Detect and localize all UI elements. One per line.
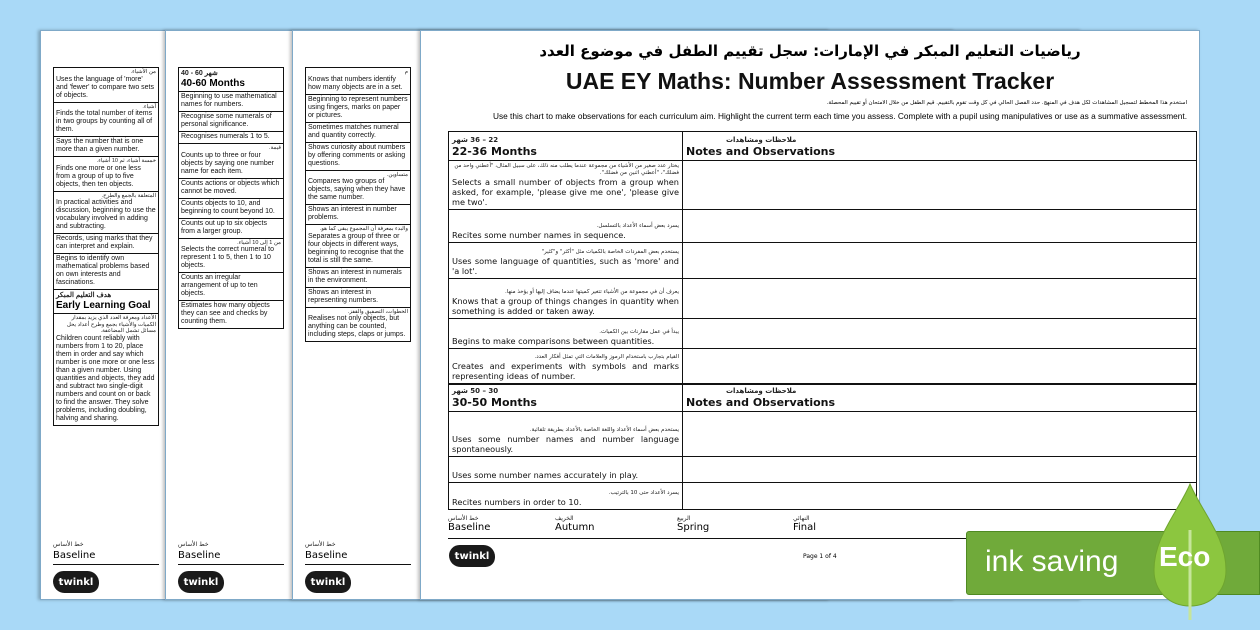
table-row [179, 273, 283, 301]
section-header [449, 384, 1196, 412]
curriculum-aim [449, 412, 683, 456]
aim-arabic: يستخدم بعض أسماء الأعداد واللغة الخاصة بالأعداد بطريقة تلقائية. [529, 427, 679, 433]
aim-text: In practical activities and discussion, beginning to use the vocabulary involved in adding and subtracting. [56, 199, 156, 230]
table-row [179, 301, 283, 328]
term-spring [677, 515, 709, 533]
baseline-arabic: خط الأساس [178, 541, 209, 548]
age-band-label: 40-60 Months [181, 78, 245, 89]
baseline-label: Baseline [53, 550, 96, 561]
aim-text: Realises not only objects, but anything can be counted, including steps, claps or jumps. [308, 315, 406, 338]
table-row [449, 161, 1196, 210]
table-row [306, 143, 410, 171]
term-label-ar: الربيع [677, 515, 691, 522]
baseline-footer [178, 531, 284, 565]
observation-cell[interactable] [683, 319, 1196, 348]
table-row [306, 171, 410, 206]
background-table [178, 67, 284, 329]
aim-arabic: من الأشياء. [130, 69, 156, 75]
age-band-arabic: 22 – 36 شهر [452, 136, 499, 144]
goal-arabic: هدف التعليم المبكر [56, 292, 112, 299]
twinkl-logo: twinkl [449, 545, 495, 567]
observation-cell[interactable] [683, 412, 1196, 456]
page-number: Page 1 of 4 [803, 553, 837, 560]
table-row [54, 68, 158, 103]
background-page-content [305, 67, 411, 593]
table-row [54, 192, 158, 235]
aim-text: Counts actions or objects which cannot be moved. [181, 179, 280, 195]
aim-text: Selects a small number of objects from a group when asked, for example, 'please give me one', 'please give me two'. [452, 177, 679, 207]
twinkl-logo: twinkl [305, 571, 351, 593]
aim-text: Shows an interest in representing numbers. [308, 288, 379, 304]
aim-text: Uses the language of 'more' and 'fewer' to compare two sets of objects. [56, 75, 154, 99]
aim-arabic: م [404, 69, 408, 75]
aim-text: Records, using marks that they can interpret and explain. [56, 235, 153, 250]
observation-cell[interactable] [683, 210, 1196, 242]
goal-text-row [54, 314, 158, 425]
term-label: Final [793, 522, 817, 533]
aim-arabic: القيام بتجارب باستخدام الرموز والعلامات التي تمثل أفكار العدد. [534, 354, 679, 360]
table-row [179, 239, 283, 274]
aim-text: Begins to identify own mathematical problems based on own interests and fascinations. [56, 255, 150, 286]
curriculum-aim [449, 483, 683, 509]
aim-text: Counts an irregular arrangement of up to ten objects. [181, 274, 258, 297]
table-row [306, 288, 410, 308]
observation-cell[interactable] [683, 457, 1196, 482]
aim-text: Estimates how many objects they can see and checks by counting them. [181, 302, 270, 325]
aim-text: Uses some number names and number language spontaneously. [452, 434, 679, 454]
aim-arabic: خمسة أشياء، ثم 10 أشياء. [96, 158, 156, 164]
table-row [449, 279, 1196, 319]
table-row [179, 112, 283, 132]
term-label: Autumn [555, 522, 595, 533]
observation-cell[interactable] [683, 279, 1196, 318]
section-header [449, 132, 1196, 161]
baseline-footer [305, 531, 411, 565]
table-row [449, 457, 1196, 483]
twinkl-logo: twinkl [178, 571, 224, 593]
aim-arabic: الخطوات، التصفيق والقفز. [347, 308, 408, 315]
instructions-arabic: استخدم هذا المخطط لتسجيل المشاهدات لكل هدف في المنهج. حدد الفصل الحالي في كل وقت تقوم بالتقييم. قيم الطفل من خلال الامتحان أو تقييم المحصلة. [826, 100, 1187, 106]
age-band-header [449, 132, 683, 160]
aim-text: Shows an interest in numerals in the environment. [308, 268, 402, 284]
table-row [179, 179, 283, 199]
curriculum-aim [449, 319, 683, 348]
table-row [179, 92, 283, 112]
aim-text: Uses some number names accurately in play. [452, 470, 639, 480]
observation-cell[interactable] [683, 483, 1196, 509]
spacer [305, 342, 411, 531]
background-table [305, 67, 411, 342]
curriculum-aim [449, 210, 683, 242]
notes-header-label: Notes and Observations [686, 145, 836, 158]
goal-text-arabic: الأعداد ومعرفة العدد الذي يزيد بمقدار الكميات والأشياء بجمع وطرح أعداد يحل مسائل تشمل المضاعفة. [66, 315, 156, 334]
term-label: Baseline [448, 522, 491, 533]
aim-text: Recognises numerals 1 to 5. [181, 133, 270, 140]
table-row [306, 123, 410, 143]
table-row [449, 319, 1196, 349]
aim-text: Compares two groups of objects, saying when they have the same number. [308, 178, 406, 201]
aim-arabic: المتعلقة بالجمع والطرح. [101, 192, 156, 199]
table-row [54, 157, 158, 192]
aim-text: Counts up to three or four objects by saying one number name for each item. [181, 151, 274, 175]
observation-cell[interactable] [683, 161, 1196, 209]
curriculum-aim [449, 161, 683, 209]
aim-text: Recites some number names in sequence. [452, 230, 626, 240]
table-row [306, 308, 410, 342]
assessment-table [448, 131, 1197, 510]
aim-text: Counts out up to six objects from a larger group. [181, 219, 267, 235]
aim-text: Creates and experiments with symbols and marks representing ideas of number. [452, 361, 679, 381]
table-row [306, 68, 410, 95]
aim-text: Selects the correct numeral to represent 1 to 5, then 1 to 10 objects. [181, 246, 274, 269]
aim-arabic: والبدء بمعرفة أن المجموع يبقى كما هو. [319, 226, 408, 232]
page-title: UAE EY Maths: Number Assessment Tracker [565, 68, 1055, 94]
eco-label: Eco [1159, 541, 1211, 572]
table-row [449, 483, 1196, 509]
table-row [449, 210, 1196, 243]
aim-text: Finds the total number of items in two groups by counting all of them. [56, 110, 153, 133]
term-label-ar: خط الأساس [448, 515, 479, 522]
goal-text: Children count reliably with numbers from 1 to 20, place them in order and say which number is one more or one less than a given number. Using quantities and objects, they add and subtract two single-digit numbers and count on or back to find the answer. They solve problems, including doubling, halving and sharing. [56, 334, 155, 422]
notes-header [683, 132, 1196, 160]
table-row [449, 243, 1196, 279]
background-page-content [178, 67, 284, 593]
aim-arabic: أشياء. [142, 103, 156, 110]
aim-arabic: يستخدم بعض المفردات الخاصة بالكميات مثل "أكثر" و"كثير" [541, 249, 679, 255]
term-baseline [448, 515, 490, 533]
aim-text: Knows that numbers identify how many objects are in a set. [308, 75, 403, 91]
aim-text: Finds one more or one less from a group of up to five objects, then ten objects. [56, 164, 141, 188]
goal-header [54, 290, 158, 314]
table-row [54, 103, 158, 138]
observation-cell[interactable] [683, 243, 1196, 278]
aim-text: Recognise some numerals of personal significance. [181, 113, 272, 128]
aim-arabic: يختار عدد صغير من الأشياء من مجموعة عندما يطلب منه ذلك، على سبيل المثال، "أعطني واحد من فضلك"، "أعطني اثنين من فضلك". [454, 163, 679, 176]
table-row [306, 205, 410, 225]
aim-arabic: قيمة. [269, 145, 281, 151]
baseline-label: Baseline [305, 550, 348, 561]
aim-arabic: من 1 إلى 10 أشياء. [237, 239, 281, 246]
notes-header-arabic: ملاحظات ومشاهدات [726, 136, 797, 144]
table-row [179, 144, 283, 179]
term-label-ar: النهائي [793, 515, 810, 522]
background-page-content [53, 67, 159, 593]
baseline-arabic: خط الأساس [53, 541, 84, 548]
notes-header [683, 385, 1196, 411]
spacer [178, 329, 284, 531]
term-label: Spring [677, 522, 710, 533]
aim-arabic: يسرد بعض أسماء الأعداد بالتسلسل. [596, 223, 679, 229]
curriculum-aim [449, 349, 683, 383]
table-row [179, 132, 283, 144]
aim-text: Recites numbers in order to 10. [452, 497, 582, 507]
curriculum-aim [449, 457, 683, 482]
baseline-arabic: خط الأساس [305, 541, 336, 548]
term-autumn [555, 515, 595, 533]
title-arabic: رياضيات التعليم المبكر في الإمارات: سجل تقييم الطفل في موضوع العدد [539, 42, 1081, 60]
table-row [306, 95, 410, 123]
aim-arabic: متساوين. [386, 171, 408, 178]
table-row [449, 412, 1196, 457]
age-band-label: 30-50 Months [452, 396, 537, 409]
table-row [306, 268, 410, 288]
aim-text: Says the number that is one more than a given number. [56, 138, 144, 153]
background-table [53, 67, 159, 426]
age-band-header [179, 68, 283, 92]
table-row [54, 137, 158, 157]
baseline-footer [53, 531, 159, 565]
age-band-label: 22-36 Months [452, 145, 537, 158]
age-band-header [449, 385, 683, 411]
curriculum-aim [449, 243, 683, 278]
age-band-arabic: 30 – 50 شهر [452, 387, 499, 395]
table-row [449, 349, 1196, 384]
term-label-ar: الخريف [555, 515, 574, 522]
table-row [54, 254, 158, 290]
table-row [54, 234, 158, 254]
aim-text: Beginning to use mathematical names for numbers. [181, 93, 277, 108]
term-final [793, 515, 816, 533]
baseline-label: Baseline [178, 550, 221, 561]
aim-arabic: يسرد الأعداد حتى 10 بالترتيب. [608, 490, 679, 496]
table-row [306, 225, 410, 268]
aim-text: Uses some language of quantities, such as 'more' and 'a lot'. [452, 256, 679, 276]
aim-text: Knows that a group of things changes in quantity when something is added or taken away. [452, 296, 679, 316]
aim-text: Shows curiosity about numbers by offering comments or asking questions. [308, 143, 406, 167]
aim-text: Counts objects to 10, and beginning to count beyond 10. [181, 199, 275, 215]
curriculum-aim [449, 279, 683, 318]
age-band-arabic: 40 - 60 شهر [181, 70, 218, 77]
aim-text: Separates a group of three or four objects in different ways, beginning to recognise that the total is still the same. [308, 232, 404, 264]
aim-text: Sometimes matches numeral and quantity correctly. [308, 123, 399, 139]
spacer [53, 426, 159, 532]
main-page-preview[interactable] [420, 30, 1200, 600]
goal-label: Early Learning Goal [56, 300, 151, 311]
notes-header-arabic: ملاحظات ومشاهدات [726, 387, 797, 395]
twinkl-logo: twinkl [53, 571, 99, 593]
observation-cell[interactable] [683, 349, 1196, 383]
aim-text: Beginning to represent numbers using fingers, marks on paper or pictures. [308, 95, 408, 119]
table-row [179, 219, 283, 239]
aim-arabic: يعرف أن في مجموعة من الأشياء تتغير كميتها عندما يضاف إليها أو يؤخذ منها. [505, 289, 679, 295]
instructions: Use this chart to make observations for each curriculum aim. Highlight the current term each time you assess. Complete with a pupil using manipulatives or use as a summative assessment. [492, 111, 1187, 121]
aim-arabic: يبدأ في عمل مقارنات بين الكميات. [599, 329, 679, 335]
aim-text: Shows an interest in number problems. [308, 206, 397, 221]
ink-saving-label: ink saving [985, 545, 1119, 578]
table-row [179, 199, 283, 219]
notes-header-label: Notes and Observations [686, 396, 836, 409]
aim-text: Begins to make comparisons between quantities. [452, 336, 655, 346]
